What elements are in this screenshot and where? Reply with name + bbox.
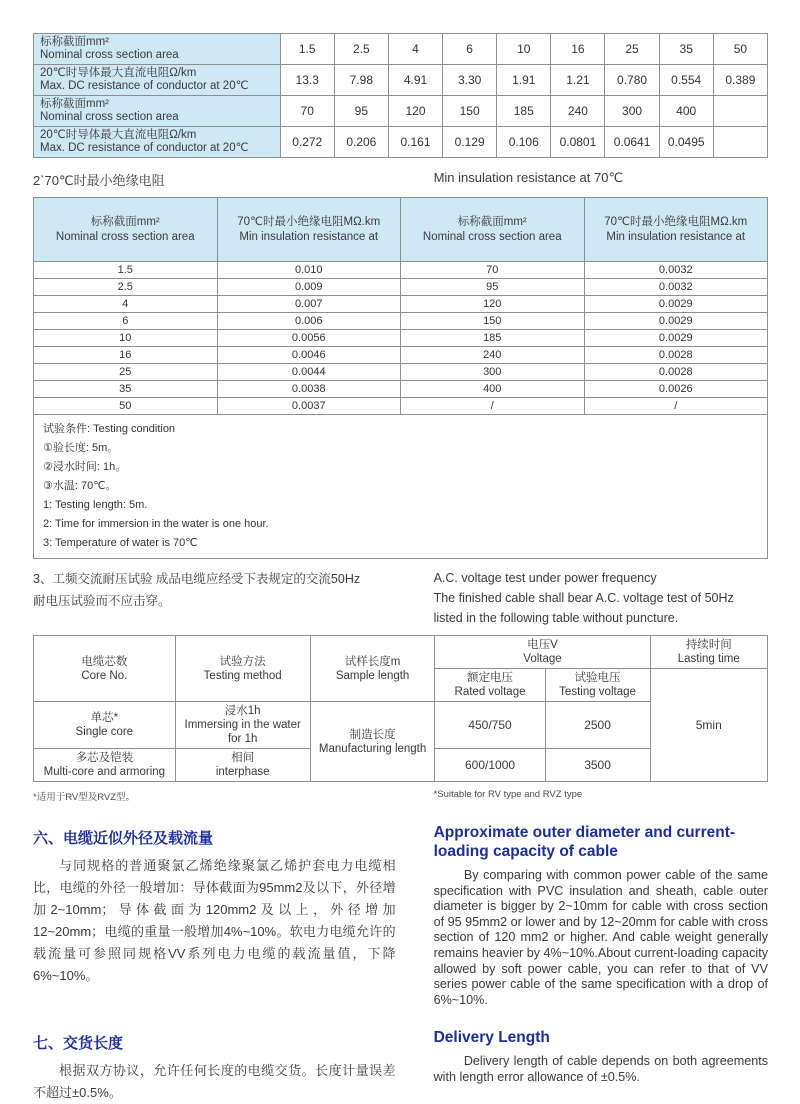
testing-condition-cell — [34, 415, 768, 559]
header-zh: 标称截面mm² — [457, 215, 527, 228]
value-cell: 0.272 — [280, 127, 334, 158]
value-cell: 70 — [401, 262, 585, 279]
value-cell: 0.129 — [443, 127, 497, 158]
section7-body-en: Delivery length of cable depends on both agreements with length error allowance of ±0.5%. — [433, 1054, 768, 1084]
value-cell: 185 — [401, 330, 585, 347]
header-min-insulation-1 — [217, 198, 401, 262]
voltage-table-header-row1 — [34, 636, 768, 669]
section2-title-en: Min insulation resistance at 70℃ — [433, 170, 624, 185]
value-cell: 0.389 — [713, 65, 767, 96]
header-en: Min insulation resistance at — [239, 230, 379, 243]
footnote-en: *Suitable for RV type and RVZ type — [433, 789, 583, 800]
insulation-data-row — [34, 262, 768, 279]
value-cell: 0.007 — [217, 296, 401, 313]
value-cell: / — [401, 398, 585, 415]
value-cell: 0.161 — [388, 127, 442, 158]
insulation-resistance-table — [33, 197, 768, 559]
value-cell — [713, 127, 767, 158]
insulation-data-row — [34, 330, 768, 347]
insulation-data-row — [34, 279, 768, 296]
section3-text-en — [434, 568, 768, 628]
testing-condition-cell-line: ②浸水时间: 1h。 — [43, 461, 127, 473]
insulation-data-row — [34, 381, 768, 398]
value-cell: 185 — [497, 96, 551, 127]
header-en: Rated voltage — [454, 686, 526, 698]
testing-condition-row — [34, 415, 768, 559]
value-cell: 0.554 — [659, 65, 713, 96]
value-cell: 16 — [34, 347, 218, 364]
header-en: Nominal cross section area — [422, 230, 562, 243]
value-cell: 0.006 — [217, 313, 401, 330]
multi-core-cell — [34, 749, 176, 782]
dc-resistance-row — [34, 96, 768, 127]
value-cell: 25 — [605, 34, 659, 65]
value-cell: 0.0029 — [584, 313, 768, 330]
cell-en: Multi-core and armoring — [43, 766, 166, 778]
header-en: Nominal cross section area — [55, 230, 195, 243]
header-zh: 试样长度m — [344, 655, 401, 668]
header-sample-length — [310, 636, 435, 702]
cell-en: Immersing in the water for 1h — [184, 719, 301, 745]
value-cell: 0.0495 — [659, 127, 713, 158]
header-core-no — [34, 636, 176, 702]
voltage-test-table — [33, 635, 768, 782]
value-cell: 300 — [401, 364, 585, 381]
value-cell: 6 — [443, 34, 497, 65]
insulation-table-body — [34, 262, 768, 415]
section7-heading-zh: 七、交货长度 — [33, 1035, 124, 1053]
value-cell: 10 — [34, 330, 218, 347]
value-cell: 7.98 — [334, 65, 388, 96]
row-label — [34, 65, 281, 96]
testing-condition-cell-line: ①验长度: 5m。 — [43, 442, 119, 454]
value-cell: 1.21 — [551, 65, 605, 96]
value-cell: 240 — [551, 96, 605, 127]
value-cell: 3.30 — [443, 65, 497, 96]
cell-zh: 单芯* — [90, 712, 119, 724]
header-en: Sample length — [335, 669, 410, 682]
value-cell: 0.0044 — [217, 364, 401, 381]
insulation-data-row — [34, 296, 768, 313]
section2-title-zh: 2`70℃时最小绝缘电阻 — [33, 173, 165, 188]
value-cell: 0.0029 — [584, 296, 768, 313]
insulation-data-row — [34, 347, 768, 364]
row-label — [34, 127, 281, 158]
header-en: Lasting time — [677, 653, 740, 665]
value-cell: 240 — [401, 347, 585, 364]
value-cell: 0.0032 — [584, 262, 768, 279]
header-rated-voltage — [435, 669, 545, 702]
value-cell: 95 — [401, 279, 585, 296]
value-cell: 400 — [659, 96, 713, 127]
value-cell: 0.0029 — [584, 330, 768, 347]
header-zh: 额定电压 — [467, 672, 514, 684]
value-cell: 35 — [34, 381, 218, 398]
value-cell: 0.0032 — [584, 279, 768, 296]
value-cell: 13.3 — [280, 65, 334, 96]
section7-body-zh: 根据双方协议，允许任何长度的电缆交货。长度计量误差不超过±0.5%。 — [33, 1063, 396, 1101]
interphase-cell — [175, 749, 310, 782]
header-en: Testing method — [203, 669, 282, 682]
value-cell: 6 — [34, 313, 218, 330]
section7-left-column — [33, 1008, 396, 1104]
section6-body-en: By comparing with common power cable of the same specification with PVC insulation and sheath, cable outer diameter is bigger by 2~10mm for cable with cross section of 95 95mm2 or lower and by 12~20mm for cable with cross section of 120 mm2 or higher. And cable weight generally remains heavier by 4%~10%.About current-loading capacity allowed by soft power cable, you can refer to that of VV series power cable of the same specification with a drop of 6%~10%. — [433, 868, 768, 1007]
value-cell: 95 — [334, 96, 388, 127]
insulation-table-header-row — [34, 198, 768, 262]
dc-resistance-table — [33, 33, 768, 158]
value-cell: 50 — [34, 398, 218, 415]
section7-heading-en: Delivery Length — [433, 1029, 550, 1047]
value-cell: 120 — [401, 296, 585, 313]
lasting-time-value-cell: 5min — [650, 669, 767, 782]
header-zh: 标称截面mm² — [90, 215, 160, 228]
row-label-en: Nominal cross section area — [40, 111, 179, 123]
section3-text-zh-line: 耐电压试验而不应击穿。 — [33, 594, 171, 608]
value-cell: 300 — [605, 96, 659, 127]
section3-text-en-line: listed in the following table without puncture. — [433, 611, 679, 625]
header-voltage — [435, 636, 650, 669]
value-cell: 2.5 — [334, 34, 388, 65]
section6-heading-zh: 六、电缆近似外径及载流量 — [33, 830, 214, 847]
section7-right-column — [434, 1008, 768, 1104]
header-en: Min insulation resistance at — [606, 230, 746, 243]
testing-condition-cell-line: 2: Time for immersion in the water is one hour. — [43, 518, 269, 530]
section6-body-zh: 与同规格的普通聚氯乙烯绝缘聚氯乙烯护套电力电缆相比，电缆的外径一般增加：导体截面为95mm2及以下，外径增加2~10mm；导体截面为120mm2及以上，外径增加12~20mm；电缆的重量一般增加4%~10%。软电力电缆允许的载流量可参照同规格VV系列电力电缆的载流量值，下降6%~10%。 — [33, 858, 396, 983]
value-cell: 0.206 — [334, 127, 388, 158]
header-zh: 电缆芯数 — [81, 655, 128, 668]
section6-row — [33, 803, 768, 1008]
section3-text-en-line: A.C. voltage test under power frequency — [433, 571, 657, 585]
row-label — [34, 96, 281, 127]
value-cell: 35 — [659, 34, 713, 65]
value-cell: 2.5 — [34, 279, 218, 296]
header-min-insulation-2 — [584, 198, 768, 262]
testing-condition-cell-line: ③水温: 70℃。 — [43, 480, 117, 492]
cell-zh: 相间 — [231, 752, 255, 764]
dc-resistance-row — [34, 127, 768, 158]
insulation-data-row — [34, 364, 768, 381]
value-cell: 0.0641 — [605, 127, 659, 158]
section3-text-zh-line: 3、工频交流耐压试验 成品电缆应经受下表规定的交流50Hz — [33, 572, 361, 586]
single-core-cell — [34, 702, 176, 749]
value-cell: 25 — [34, 364, 218, 381]
header-zh: 电压V — [527, 639, 558, 651]
header-testing-voltage — [545, 669, 650, 702]
value-cell: 4.91 — [388, 65, 442, 96]
value-cell: 0.0056 — [217, 330, 401, 347]
row-label-en: Max. DC resistance of conductor at 20℃ — [40, 142, 249, 154]
value-cell: 16 — [551, 34, 605, 65]
cell-zh: 制造长度 — [349, 728, 396, 741]
value-cell: 10 — [497, 34, 551, 65]
value-cell: 4 — [388, 34, 442, 65]
value-cell: 50 — [713, 34, 767, 65]
value-cell: 0.010 — [217, 262, 401, 279]
testing-condition-cell-line: 试验条件: Testing condition — [43, 423, 176, 435]
section7-row — [33, 1008, 768, 1104]
header-en: Core No. — [81, 669, 128, 682]
header-zh: 70℃时最小绝缘电阻MΩ.km — [604, 215, 748, 228]
value-cell: 0.0046 — [217, 347, 401, 364]
value-cell: 0.106 — [497, 127, 551, 158]
section6-heading-en: Approximate outer diameter and current-loading capacity of cable — [433, 824, 736, 860]
header-nominal-area-2 — [401, 198, 585, 262]
testing-condition-cell-line: 1: Testing length: 5m. — [43, 499, 148, 511]
value-cell: 150 — [401, 313, 585, 330]
cell-zh: 浸水1h — [224, 705, 261, 717]
cell-en: Manufacturing length — [318, 742, 427, 755]
row-label-en: Max. DC resistance of conductor at 20℃ — [40, 80, 249, 92]
value-cell: 0.0801 — [551, 127, 605, 158]
testing-condition-cell-line: 3: Temperature of water is 70℃ — [43, 537, 198, 549]
footnote-zh: *适用于RV型及RVZ型。 — [33, 792, 136, 803]
dc-resistance-row — [34, 34, 768, 65]
cell-zh: 多芯及铠装 — [75, 752, 134, 764]
value-cell — [713, 96, 767, 127]
value-cell: 1.5 — [280, 34, 334, 65]
header-zh: 70℃时最小绝缘电阻MΩ.km — [237, 215, 381, 228]
immersing-cell — [175, 702, 310, 749]
testing-voltage-2-cell: 3500 — [545, 749, 650, 782]
cell-en: interphase — [215, 766, 270, 778]
section6-right-column — [434, 803, 768, 1008]
section6-left-column — [33, 803, 396, 1008]
value-cell: 70 — [280, 96, 334, 127]
rated-voltage-2-cell: 600/1000 — [435, 749, 545, 782]
value-cell: 0.0026 — [584, 381, 768, 398]
row-label-zh: 20℃时导体最大直流电阻Ω/km — [40, 67, 197, 79]
value-cell: 0.009 — [217, 279, 401, 296]
row-label-en: Nominal cross section area — [40, 49, 179, 61]
value-cell: / — [584, 398, 768, 415]
row-label-zh: 标称截面mm² — [40, 98, 109, 110]
row-label-zh: 20℃时导体最大直流电阻Ω/km — [40, 129, 197, 141]
value-cell: 120 — [388, 96, 442, 127]
value-cell: 0.0038 — [217, 381, 401, 398]
header-nominal-area-1 — [34, 198, 218, 262]
section3-text-row — [33, 568, 768, 628]
value-cell: 150 — [443, 96, 497, 127]
value-cell: 0.0028 — [584, 364, 768, 381]
value-cell: 0.780 — [605, 65, 659, 96]
value-cell: 0.0028 — [584, 347, 768, 364]
testing-voltage-1-cell: 2500 — [545, 702, 650, 749]
section3-text-zh — [33, 568, 396, 628]
rated-voltage-1-cell: 450/750 — [435, 702, 545, 749]
header-zh: 持续时间 — [685, 639, 732, 651]
row-label-zh: 标称截面mm² — [40, 36, 109, 48]
header-lasting-time — [650, 636, 767, 669]
section3-text-en-line: The finished cable shall bear A.C. voltage test of 50Hz — [433, 591, 734, 605]
value-cell: 400 — [401, 381, 585, 398]
header-testing-method — [175, 636, 310, 702]
header-en: Testing voltage — [559, 686, 636, 698]
dc-resistance-row — [34, 65, 768, 96]
value-cell: 0.0037 — [217, 398, 401, 415]
header-en: Voltage — [523, 653, 562, 665]
insulation-data-row — [34, 313, 768, 330]
insulation-data-row — [34, 398, 768, 415]
footnote-row — [33, 789, 768, 803]
value-cell: 1.5 — [34, 262, 218, 279]
dc-resistance-table-body — [34, 34, 768, 158]
cell-en: Single core — [75, 726, 134, 738]
header-zh: 试验电压 — [574, 672, 621, 684]
section2-title-row — [33, 170, 768, 189]
value-cell: 4 — [34, 296, 218, 313]
header-zh: 试验方法 — [219, 655, 266, 668]
value-cell: 1.91 — [497, 65, 551, 96]
row-label — [34, 34, 281, 65]
manufacturing-length-cell — [310, 702, 435, 782]
